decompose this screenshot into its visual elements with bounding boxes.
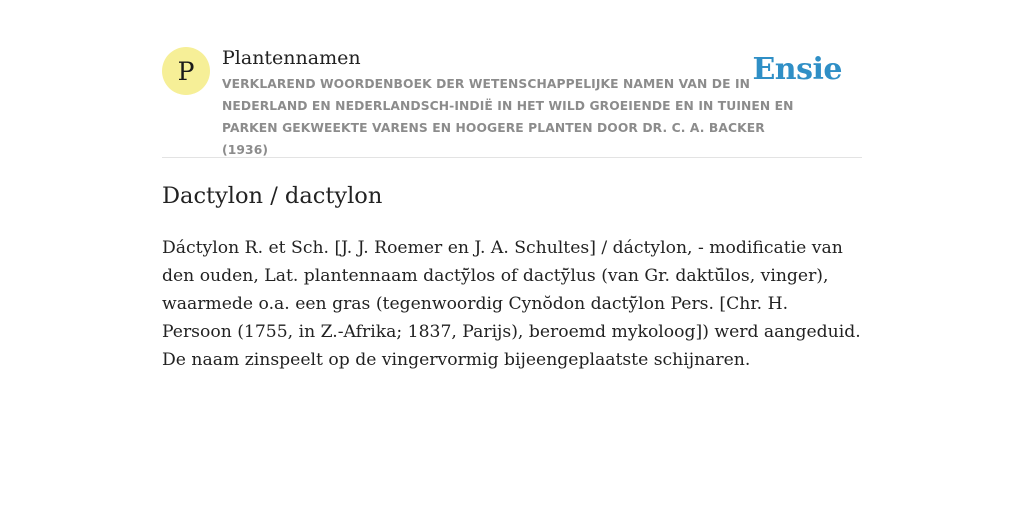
entry-title: Dactylon / dactylon — [162, 183, 383, 209]
entry-body: Dáctylon R. et Sch. [J. J. Roemer en J. A. Schultes] / dáctylon, - modificatie van den ouden, Lat. plantennaam dactȳ̆los of dactȳ̆lus (van Gr. daktŭ̄los, vinger), waarmede o.a. een gras (tegenwoordig Cynŏdon dactȳ̆lon Pers. [Chr. H. Persoon (1755, in Z.-Afrika; 1837, Parijs), beroemd mykoloog]) werd aangeduid. De naam zinspeelt op de vingervormig bijeengeplaatste schijnaren. — [162, 238, 861, 370]
book-title[interactable]: Plantennamen — [222, 47, 361, 69]
book-subtitle: VERKLAREND WOORDENBOEK DER WETENSCHAPPELIJKE NAMEN VAN DE IN NEDERLAND EN NEDERLANDSCH-INDIË IN HET WILD GROEIENDE EN IN TUINEN EN PARKEN GEKWEEKTE VARENS EN HOOGERE PLANTEN DOOR DR. C. A. BACKER (1936) — [222, 77, 794, 157]
header — [162, 0, 862, 158]
book-avatar[interactable]: P — [162, 47, 210, 95]
ensie-logo[interactable]: Ensie — [752, 52, 842, 87]
page-container — [162, 0, 862, 370]
